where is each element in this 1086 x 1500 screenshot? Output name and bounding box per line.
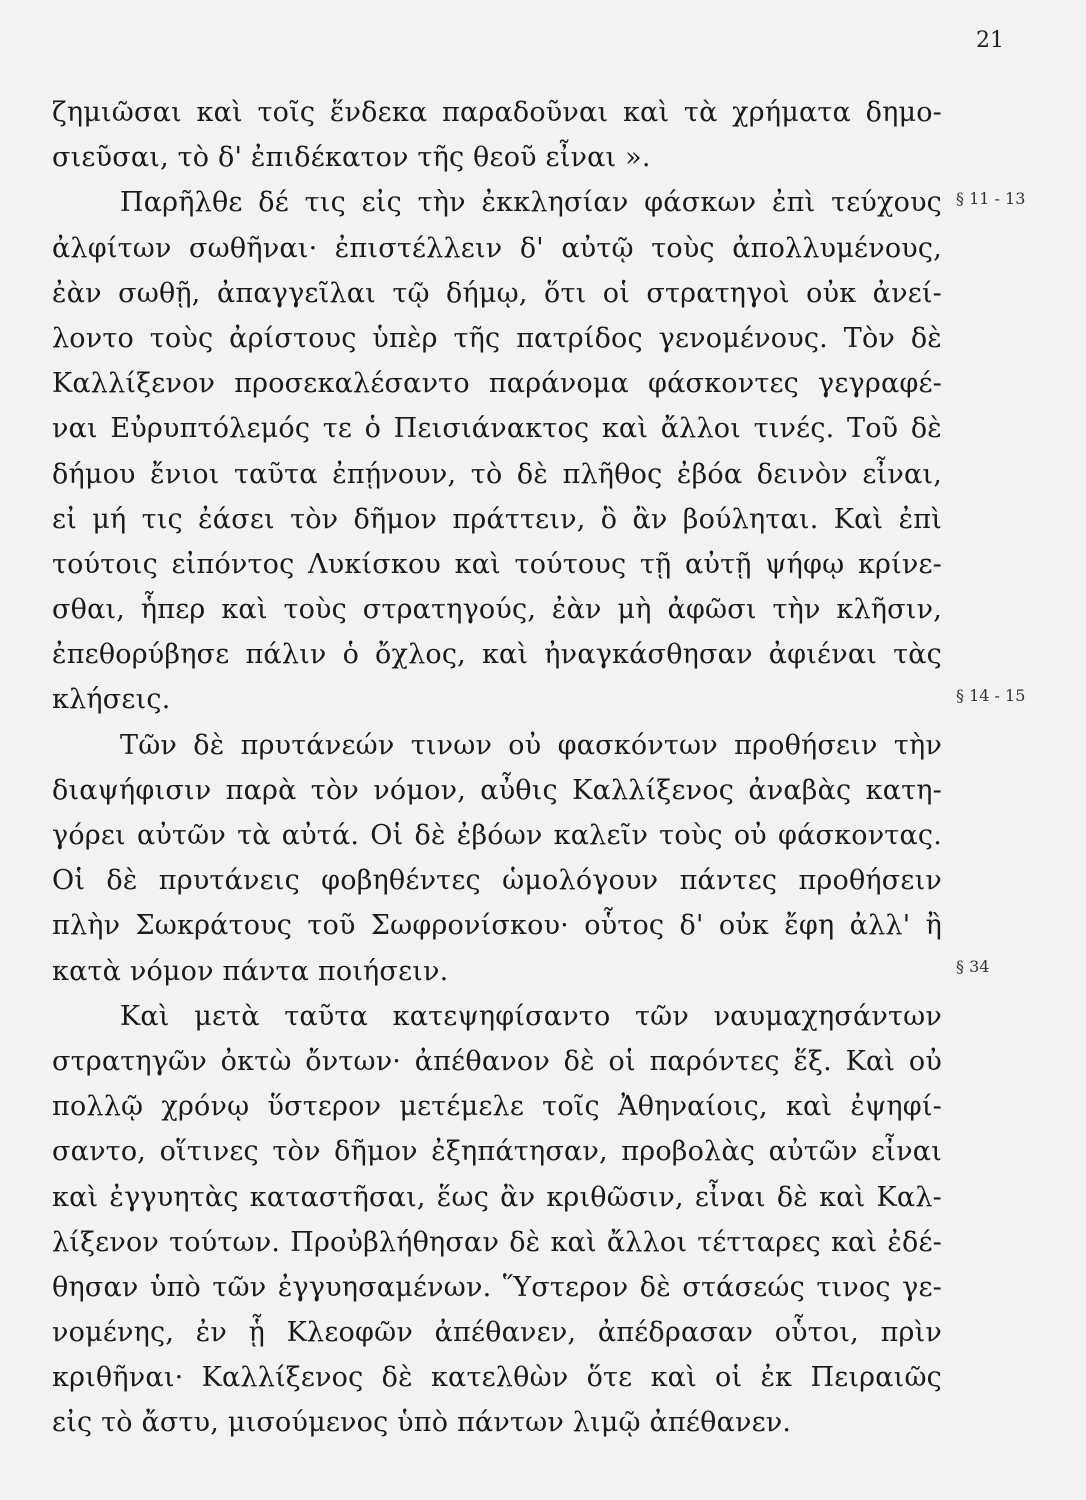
text-line: δήμου ἔνιοι ταῦτα ἐπῄνουν, τὸ δὲ πλῆθος ἐβόα δεινὸν εἶναι,	[52, 458, 942, 490]
text-line: ζημιῶσαι καὶ τοῖς ἕνδεκα παραδοῦναι καὶ τὰ χρήματα δημο-	[52, 97, 942, 128]
margin-ref-section-34: § 34	[956, 957, 990, 976]
text-line: Παρῆλθε δέ τις εἰς τὴν ἐκκλησίαν φάσκων ἐπὶ τεύχους	[120, 187, 942, 219]
margin-ref-section-11-13: § 11 - 13	[956, 189, 1026, 208]
text-line: στρατηγῶν ὀκτὼ ὄντων· ἀπέθανον δὲ οἱ παρόντες ἕξ. Καὶ οὐ	[52, 1045, 942, 1077]
text-line: ἐπεθορύβησε πάλιν ὁ ὄχλος, καὶ ἠναγκάσθησαν ἀφιέναι τὰς	[52, 639, 942, 671]
text-line: κριθῆναι· Καλλίξενος δὲ κατελθὼν ὅτε καὶ οἱ ἐκ Πειραιῶς	[52, 1362, 942, 1394]
text-line: λοντο τοὺς ἀρίστους ὑπὲρ τῆς πατρίδος γενομένους. Τὸν δὲ	[52, 322, 942, 354]
text-line: κλήσεις.	[52, 684, 171, 716]
text-line: Οἱ δὲ πρυτάνεις φοβηθέντες ὡμολόγουν πάντες προθήσειν	[52, 865, 942, 897]
text-line: τούτοις εἰπόντος Λυκίσκου καὶ τούτους τῇ αὐτῇ ψήφῳ κρίνε-	[52, 548, 942, 580]
text-line: Τῶν δὲ πρυτάνεών τινων οὐ φασκόντων προθήσειν τὴν	[120, 729, 942, 761]
text-line: θησαν ὑπὸ τῶν ἐγγυησαμένων. Ὕστερον δὲ στάσεώς τινος γε-	[52, 1271, 942, 1303]
text-line: γόρει αὐτῶν τὰ αὐτά. Οἱ δὲ ἐβόων καλεῖν τοὺς οὐ φάσκοντας.	[52, 820, 942, 851]
page-number: 21	[976, 28, 1004, 53]
text-line: Καλλίξενον προσεκαλέσαντο παράνομα φάσκοντες γεγραφέ-	[52, 368, 942, 400]
text-line: πλὴν Σωκράτους τοῦ Σωφρονίσκου· οὗτος δ' οὐκ ἔφη ἀλλ' ἢ	[52, 910, 942, 942]
text-line: κατὰ νόμον πάντα ποιήσειν.	[52, 955, 449, 987]
text-column	[52, 90, 942, 1446]
text-line: λίξενον τούτων. Προὐβλήθησαν δὲ καὶ ἄλλοι τέτταρες καὶ ἐδέ-	[52, 1226, 942, 1258]
margin-ref-section-14-15: § 14 - 15	[956, 686, 1026, 705]
text-line: Καὶ μετὰ ταῦτα κατεψηφίσαντο τῶν ναυμαχησάντων	[120, 1000, 942, 1032]
paragraph	[52, 90, 942, 180]
text-line: ἐὰν σωθῇ, ἀπαγγεῖλαι τῷ δήμῳ, ὅτι οἱ στρατηγοὶ οὐκ ἀνεί-	[52, 277, 942, 309]
text-line: σθαι, ἧπερ καὶ τοὺς στρατηγούς, ἐὰν μὴ ἀφῶσι τὴν κλῆσιν,	[52, 594, 942, 626]
text-line: ἀλφίτων σωθῆναι· ἐπιστέλλειν δ' αὐτῷ τοὺς ἀπολλυμένους,	[52, 232, 942, 264]
text-line: σαντο, οἵτινες τὸν δῆμον ἐξηπάτησαν, προβολὰς αὐτῶν εἶναι	[52, 1136, 942, 1168]
text-line: ναι Εὐρυπτόλεμός τε ὁ Πεισιάνακτος καὶ ἄλλοι τινές. Τοῦ δὲ	[52, 413, 942, 445]
paragraph	[52, 994, 942, 1446]
text-line: σιεῦσαι, τὸ δ' ἐπιδέκατον τῆς θεοῦ εἶναι ».	[52, 142, 651, 174]
paragraph	[52, 723, 942, 994]
text-line: νομένης, ἐν ᾗ Κλεοφῶν ἀπέθανεν, ἀπέδρασαν οὗτοι, πρὶν	[52, 1317, 942, 1349]
text-line: εἰ μή τις ἐάσει τὸν δῆμον πράττειν, ὃ ἂν βούληται. Καὶ ἐπὶ	[52, 503, 942, 535]
text-line: καὶ ἐγγυητὰς καταστῆσαι, ἕως ἂν κριθῶσιν, εἶναι δὲ καὶ Καλ-	[52, 1181, 942, 1213]
text-line: πολλῷ χρόνῳ ὕστερον μετέμελε τοῖς Ἀθηναίοις, καὶ ἐψηφί-	[52, 1091, 942, 1123]
text-line: εἰς τὸ ἄστυ, μισούμενος ὑπὸ πάντων λιμῷ ἀπέθανεν.	[52, 1407, 792, 1439]
text-line: διαψήφισιν παρὰ τὸν νόμον, αὖθις Καλλίξενος ἀναβὰς κατη-	[52, 774, 942, 806]
paragraph	[52, 180, 942, 722]
